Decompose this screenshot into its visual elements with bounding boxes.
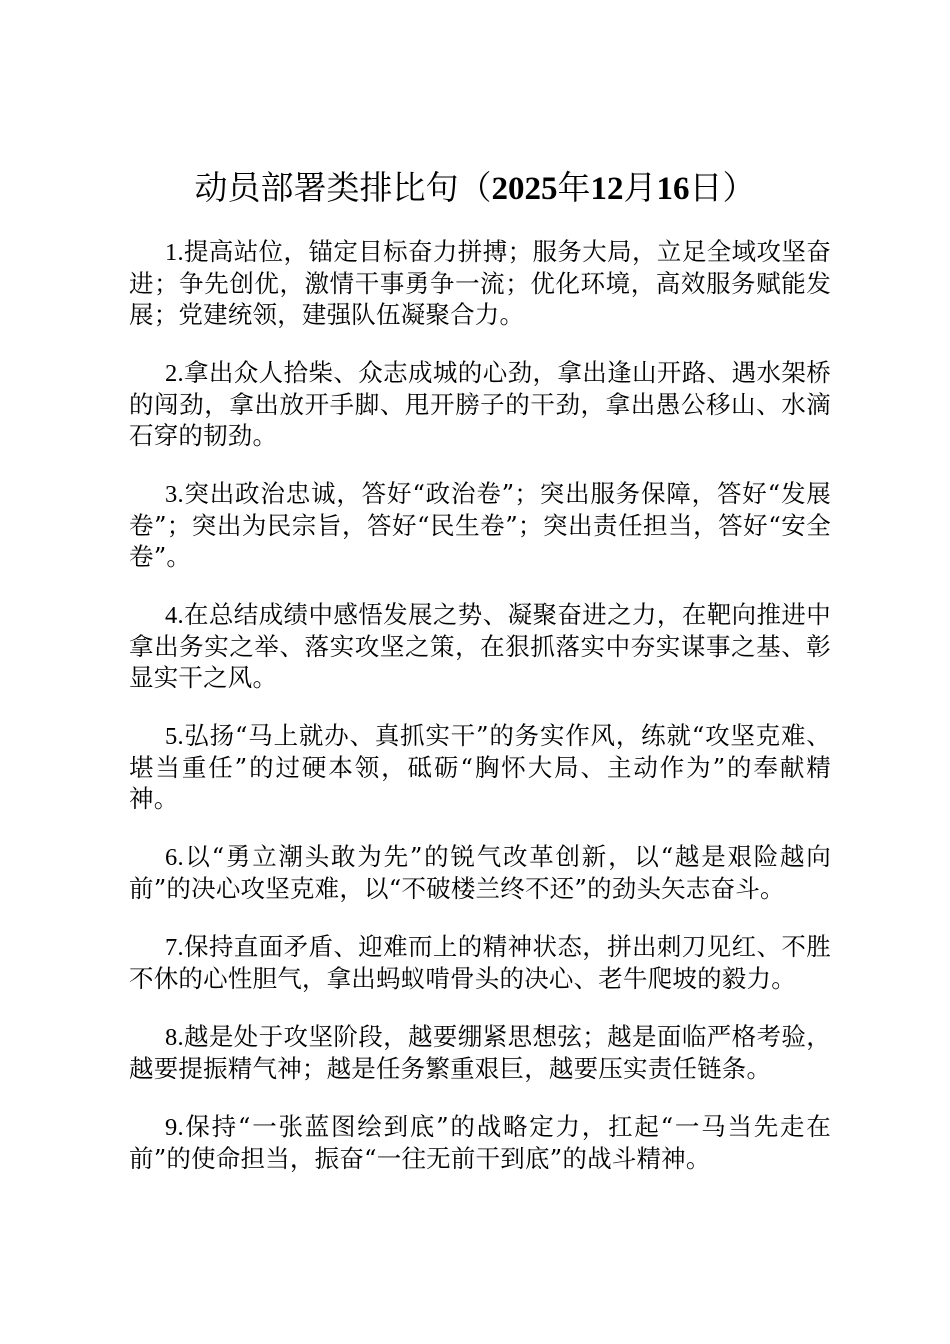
item-text: 以“勇立潮头敢为先”的锐气改革创新，以“越是艰险越向前”的决心攻坚克难，以“不破楼兰终不还”的劲头矢志奋斗。 bbox=[129, 842, 831, 903]
list-item bbox=[129, 478, 831, 572]
list-item bbox=[129, 236, 831, 330]
item-index: 4. bbox=[165, 602, 184, 629]
item-index: 5. bbox=[165, 723, 184, 750]
item-index: 8. bbox=[165, 1024, 184, 1051]
list-item bbox=[129, 841, 831, 904]
list-item bbox=[129, 720, 831, 814]
title-year-unit: 年 bbox=[557, 168, 591, 207]
page-title bbox=[0, 166, 950, 211]
item-text: 拿出众人拾柴、众志成城的心劲，拿出逢山开路、遇水架桥的闯劲，拿出放开手脚、甩开膀子的干劲，拿出愚公移山、水滴石穿的韧劲。 bbox=[129, 358, 831, 450]
document-body bbox=[129, 236, 831, 1201]
item-text: 在总结成绩中感悟发展之势、凝聚奋进之力，在靶向推进中拿出务实之举、落实攻坚之策，在狠抓落实中夯实谋事之基、彰显实干之风。 bbox=[129, 600, 831, 692]
title-month-unit: 月 bbox=[623, 168, 657, 207]
list-item bbox=[129, 1111, 831, 1174]
list-item bbox=[129, 599, 831, 693]
item-text: 保持“一张蓝图绘到底”的战略定力，扛起“一马当先走在前”的使命担当，振奋“一往无前干到底”的战斗精神。 bbox=[129, 1112, 831, 1173]
title-day-unit: 日） bbox=[689, 168, 756, 207]
item-text: 突出政治忠诚，答好“政治卷”；突出服务保障，答好“发展卷”；突出为民宗旨，答好“民生卷”；突出责任担当，答好“安全卷”。 bbox=[129, 479, 831, 571]
title-day: 16 bbox=[656, 171, 690, 207]
title-year: 2025 bbox=[491, 171, 558, 207]
item-index: 7. bbox=[165, 934, 184, 961]
item-text: 提高站位，锚定目标奋力拼搏；服务大局，立足全域攻坚奋进；争先创优，激情干事勇争一流；优化环境，高效服务赋能发展；党建统领，建强队伍凝聚合力。 bbox=[129, 237, 831, 329]
list-item bbox=[129, 931, 831, 994]
item-text: 保持直面矛盾、迎难而上的精神状态，拼出刺刀见红、不胜不休的心性胆气，拿出蚂蚁啃骨头的决心、老牛爬坡的毅力。 bbox=[129, 932, 831, 993]
item-index: 6. bbox=[165, 844, 184, 871]
item-text: 弘扬“马上就办、真抓实干”的务实作风，练就“攻坚克难、堪当重任”的过硬本领，砥砺“胸怀大局、主动作为”的奉献精神。 bbox=[129, 721, 831, 813]
list-item bbox=[129, 357, 831, 451]
item-index: 3. bbox=[165, 481, 184, 508]
list-item bbox=[129, 1021, 831, 1084]
title-month: 12 bbox=[590, 171, 624, 207]
title-prefix: 动员部署类排比句（ bbox=[194, 168, 492, 207]
item-index: 2. bbox=[165, 360, 184, 387]
item-index: 1. bbox=[165, 239, 184, 266]
item-index: 9. bbox=[165, 1114, 184, 1141]
item-text: 越是处于攻坚阶段，越要绷紧思想弦；越是面临严格考验，越要提振精气神；越是任务繁重艰巨，越要压实责任链条。 bbox=[129, 1022, 831, 1083]
